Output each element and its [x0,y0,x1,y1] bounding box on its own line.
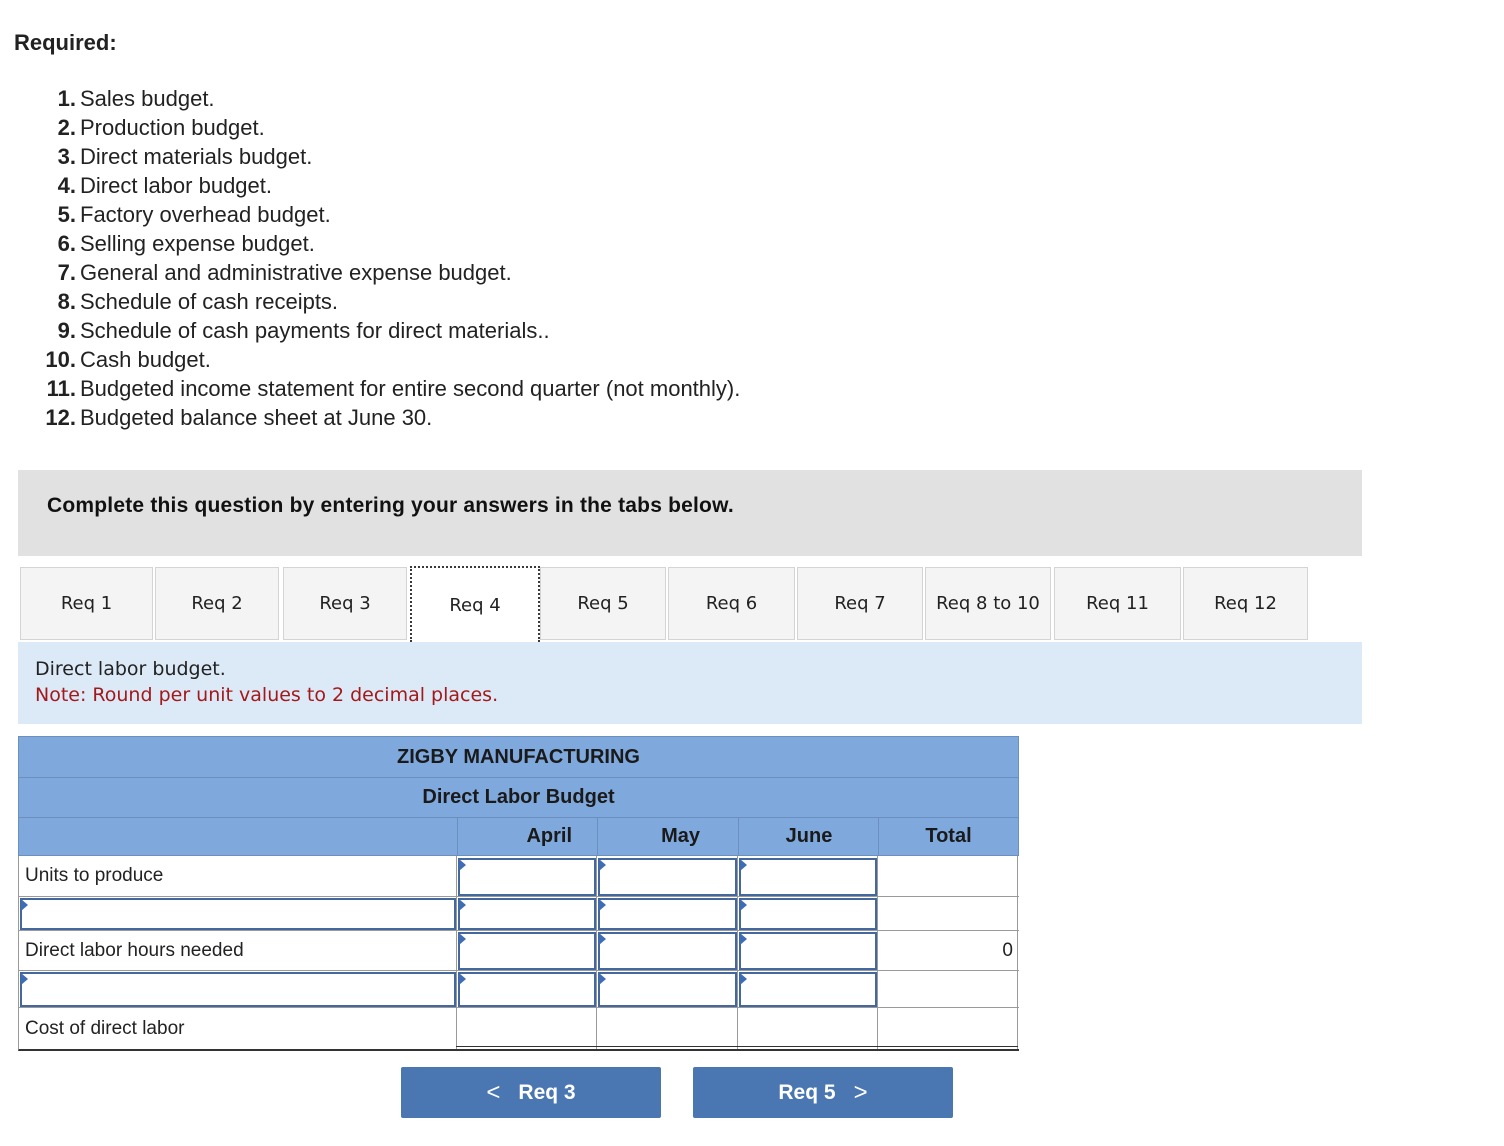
input-marker-icon [459,899,466,911]
list-item: 4. Direct labor budget. [57,172,272,198]
row-2-label-input[interactable] [20,898,456,930]
row-label-direct-labor-hours-needed: Direct labor hours needed [19,931,457,971]
april-row-4-input[interactable] [458,972,596,1007]
list-item: 8. Schedule of cash receipts. [57,288,339,314]
june-hours-input[interactable] [739,932,877,970]
may-units-input[interactable] [598,858,737,896]
requirements-list [30,84,740,432]
input-marker-icon [740,973,747,985]
input-marker-icon [599,859,606,871]
direct-labor-budget-table [18,736,1019,1051]
column-header-total: Total [878,818,1018,855]
input-marker-icon [740,899,747,911]
description-text: Direct labor budget. [35,658,226,680]
list-item: 12. Budgeted balance sheet at June 30. [45,404,433,430]
list-item: 10. Cash budget. [45,346,211,372]
list-item: 2. Production budget. [57,114,265,140]
company-name: ZIGBY MANUFACTURING [18,736,1019,778]
list-item: 6. Selling expense budget. [57,230,315,256]
input-marker-icon [599,933,606,945]
row-label-cost-of-direct-labor: Cost of direct labor [25,1017,185,1039]
rounding-note: Note: Round per unit values to 2 decimal places. [35,684,499,706]
tab-req-3[interactable]: Req 3 [283,567,407,640]
may-hours-input[interactable] [598,932,737,970]
april-row-2-input[interactable] [458,898,596,930]
input-marker-icon [459,859,466,871]
next-button-label: Req 5 [778,1080,836,1104]
tab-req-6[interactable]: Req 6 [668,567,795,640]
input-marker-icon [740,933,747,945]
column-header-june: June [738,818,879,855]
chevron-right-icon: > [853,1078,868,1106]
tab-bar [20,566,1362,643]
tab-req-11[interactable]: Req 11 [1054,567,1181,640]
total-hours-value: 0 [1002,940,1013,961]
next-req-5-button[interactable] [693,1067,953,1118]
input-marker-icon [459,933,466,945]
input-marker-icon [599,899,606,911]
list-item: 3. Direct materials budget. [57,143,313,169]
list-item: 9. Schedule of cash payments for direct materials.. [57,317,550,343]
may-row-2-input[interactable] [598,898,737,930]
tab-req-5[interactable]: Req 5 [540,567,666,640]
tab-req-8-to-10[interactable]: Req 8 to 10 [925,567,1051,640]
column-header-may: May [597,818,738,855]
column-header-row [18,817,1019,856]
instruction-bar [18,470,1362,556]
description-panel [18,642,1362,724]
list-item: 7. General and administrative expense budget. [57,259,512,285]
june-row-4-input[interactable] [739,972,877,1007]
chevron-left-icon: < [486,1078,501,1106]
row-label-units-to-produce: Units to produce [19,856,457,897]
budget-body [18,856,1019,1051]
row-4-label-input[interactable] [20,972,456,1007]
june-row-2-input[interactable] [739,898,877,930]
tab-req-4[interactable]: Req 4 [410,566,540,642]
tab-req-12[interactable]: Req 12 [1183,567,1308,640]
tab-req-2[interactable]: Req 2 [155,567,279,640]
may-row-4-input[interactable] [598,972,737,1007]
input-marker-icon [599,973,606,985]
input-marker-icon [459,973,466,985]
tab-req-7[interactable]: Req 7 [797,567,923,640]
tab-req-1[interactable]: Req 1 [20,567,153,640]
instruction-text: Complete this question by entering your answers in the tabs below. [47,494,734,517]
april-units-input[interactable] [458,858,596,896]
april-hours-input[interactable] [458,932,596,970]
list-item: 1. Sales budget. [57,85,215,111]
input-marker-icon [21,973,28,985]
list-item: 5. Factory overhead budget. [57,201,331,227]
prev-req-3-button[interactable] [401,1067,661,1118]
required-heading: Required: [14,30,117,55]
budget-title: Direct Labor Budget [18,777,1019,818]
column-header-april: April [457,818,598,855]
input-marker-icon [740,859,747,871]
june-units-input[interactable] [739,858,877,896]
input-marker-icon [21,899,28,911]
prev-button-label: Req 3 [518,1080,576,1104]
list-item: 11. Budgeted income statement for entire second quarter (not monthly). [46,375,741,401]
